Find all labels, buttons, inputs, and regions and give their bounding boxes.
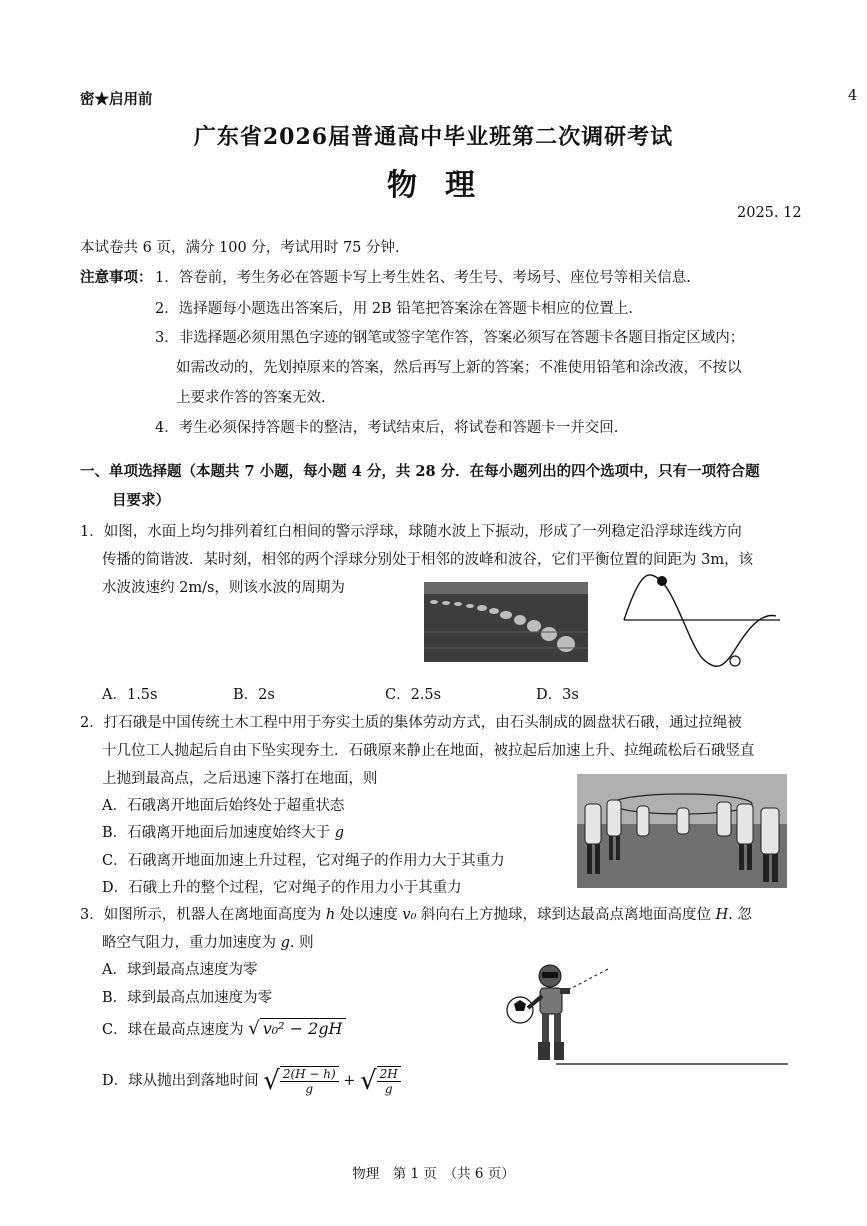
q1-option-c: C．2.5s bbox=[385, 687, 442, 703]
intro-text: 本试卷共 6 页，满分 100 分，考试用时 75 分钟. bbox=[80, 240, 400, 256]
q3-text: 3．如图所示，机器人在离地面高度为 h 处以速度 v₀ 斜向右上方抛球，球到达最高点离地面高度位 H. 忽 bbox=[80, 907, 753, 923]
notice-item: 1．答卷前，考生务必在答题卡写上考生姓名、考生号、考场号、座位号等相关信息. bbox=[155, 270, 691, 286]
exam-title: 广东省2026届普通高中毕业班第二次调研考试 bbox=[193, 124, 674, 150]
notice-item: 如需改动的，先划掉原来的答案，然后再写上新的答案；不准使用铅笔和涂改液，不按以 bbox=[176, 360, 742, 376]
section-heading-cont: 目要求） bbox=[112, 492, 170, 509]
notice-item: 2．选择题每小题选出答案后，用 2B 铅笔把答案涂在答题卡相应的位置上. bbox=[155, 301, 633, 317]
q1-option-a: A．1.5s bbox=[102, 687, 158, 703]
q3-option-b: B．球到最高点加速度为零 bbox=[102, 990, 273, 1006]
buoy-photo bbox=[424, 582, 588, 662]
corner-mark: 4 bbox=[848, 88, 858, 104]
q3-text: 略空气阻力，重力加速度为 g. 则 bbox=[102, 935, 314, 951]
q2-option-d: D．石硪上升的整个过程，它对绳子的作用力小于其重力 bbox=[102, 880, 462, 896]
q2-text: 上抛到最高点，之后迅速下落打在地面，则 bbox=[102, 771, 378, 787]
q2-option-b: B．石硪离开地面后加速度始终大于 g bbox=[102, 825, 345, 841]
q1-option-d: D．3s bbox=[536, 687, 579, 703]
confidential-mark: 密★启用前 bbox=[80, 91, 153, 108]
q1-text: 水波波速约 2m/s，则该水波的周期为 bbox=[102, 580, 345, 596]
notice-item: 上要求作答的答案无效. bbox=[176, 390, 326, 406]
q2-text: 2．打石硪是中国传统土木工程中用于夯实土质的集体劳动方式，由石头制成的圆盘状石硪，通过拉绳被 bbox=[80, 715, 742, 731]
stone-tamping-photo bbox=[577, 774, 787, 888]
notice-label: 注意事项： bbox=[80, 269, 153, 286]
q3-option-a: A．球到最高点速度为零 bbox=[102, 962, 258, 978]
q2-text: 十几位工人抛起后自由下坠实现夯土．石硪原来静止在地面，被拉起后加速上升、拉绳疏松后石硪竖直 bbox=[102, 743, 755, 759]
q3-option-c: C．球在最高点速度为 √ v₀² − 2gH bbox=[102, 1018, 346, 1039]
subject-title: 物理 bbox=[387, 168, 503, 203]
section-heading: 一、单项选择题（本题共 7 小题，每小题 4 分，共 28 分．在每小题列出的四个选项中，只有一项符合题 bbox=[80, 463, 760, 480]
exam-date: 2025. 12 bbox=[737, 205, 802, 221]
q2-option-a: A．石硪离开地面后始终处于超重状态 bbox=[102, 798, 345, 814]
notice-item: 3．非选择题必须用黑色字迹的钢笔或签字笔作答，答案必须写在答题卡各题目指定区域内； bbox=[155, 330, 745, 346]
q3-option-d: D．球从抛出到落地时间 √ $\frac{2(H - h)}{g}$ + √ $\frac{2H}{g}$ bbox=[102, 1066, 401, 1096]
q2-option-c: C．石硪离开地面加速上升过程，它对绳子的作用力大于其重力 bbox=[102, 853, 505, 869]
q1-option-b: B．2s bbox=[233, 687, 275, 703]
page-footer: 物理 第 1 页 （共 6 页） bbox=[352, 1166, 515, 1182]
q1-text: 传播的简谐波．某时刻，相邻的两个浮球分别处于相邻的波峰和波谷，它们平衡位置的间距为 3m，该 bbox=[102, 552, 754, 568]
notice-item: 4．考生必须保持答题卡的整洁，考试结束后，将试卷和答题卡一并交回. bbox=[155, 420, 619, 436]
wave-diagram bbox=[620, 572, 785, 674]
q1-text: 1．如图，水面上均匀排列着红白相间的警示浮球，球随水波上下振动，形成了一列稳定沿浮球连线方向 bbox=[80, 524, 742, 540]
robot-throw-figure bbox=[498, 962, 790, 1076]
